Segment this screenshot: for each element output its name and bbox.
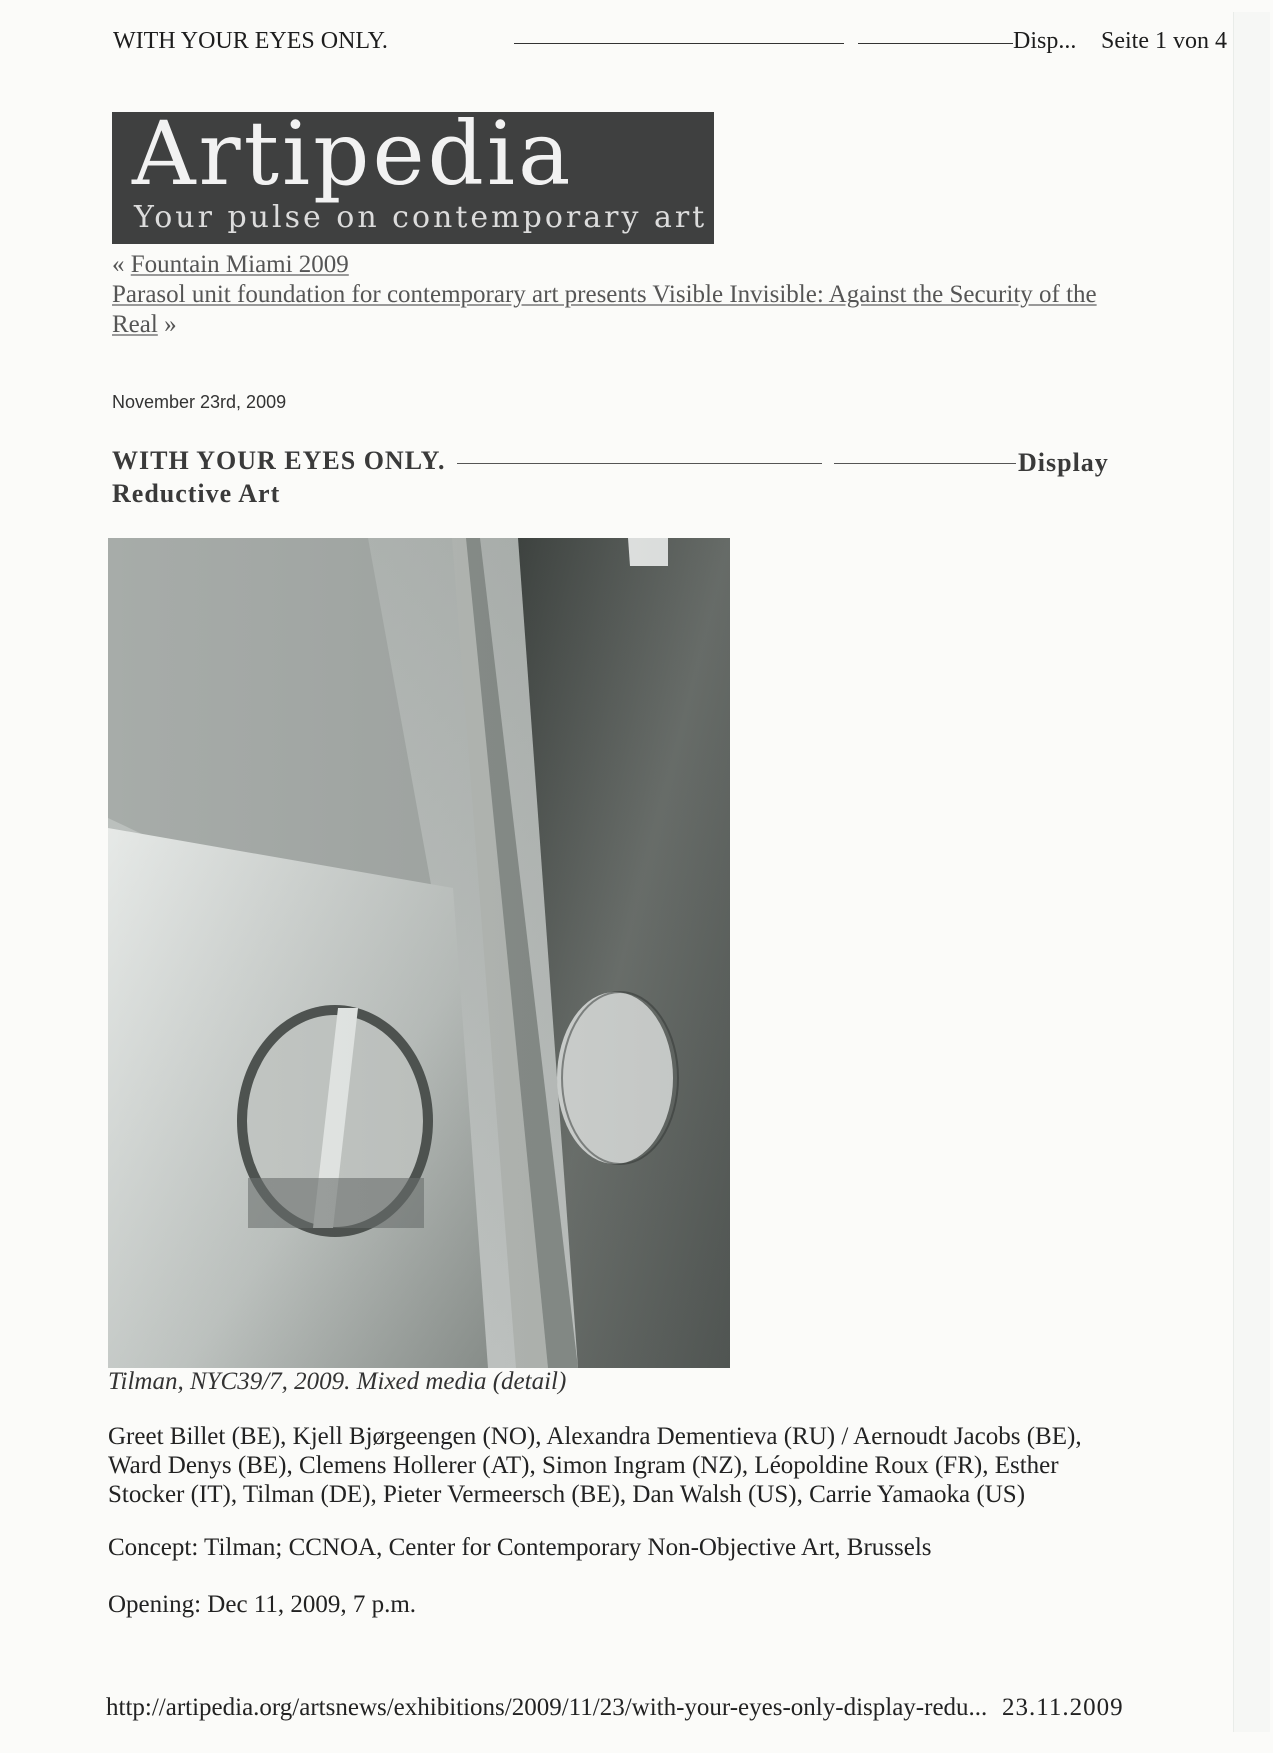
artwork-photo [108,538,730,1368]
post-title[interactable] [112,446,1122,512]
print-header-page-number: Seite 1 von 4 [1101,28,1227,54]
site-logo[interactable] [112,112,714,244]
page-edge [1233,12,1270,1732]
photo-caption: Tilman, NYC39/7, 2009. Mixed media (detail) [108,1368,567,1395]
artists-list: Greet Billet (BE), Kjell Bjørgeengen (NO), Alexandra Dementieva (RU) / Aernoudt Jacobs (BE), Ward Denys (BE), Clemens Hollerer (AT), Simon Ingram (NZ), Léopoldine Roux (FR), Esther Stocker (IT), Tilman (DE), Pieter Vermeersch (BE), Dan Walsh (US), Carrie Yamaoka (US) [108,1423,1082,1508]
post-title-dash [834,463,1016,464]
previous-post [112,250,1112,280]
print-footer-date: 23.11.2009 [1002,1694,1124,1721]
next-marker: » [164,311,177,338]
logo-tagline: Your pulse on contemporary art [134,200,708,235]
next-post-link[interactable]: Parasol unit foundation for contemporary art presents Visible Invisible: Against the Security of the Real [112,281,1097,338]
post-navigation [112,250,1112,340]
print-header-title: WITH YOUR EYES ONLY. [113,28,388,54]
print-header-dash [858,43,1013,44]
logo-wordmark: Artipedia [132,112,574,205]
concept-line: Concept: Tilman; CCNOA, Center for Contemporary Non-Objective Art, Brussels [108,1534,932,1561]
opening-line: Opening: Dec 11, 2009, 7 p.m. [108,1591,417,1618]
previous-post-link[interactable]: Fountain Miami 2009 [130,251,349,278]
post-title-dash [457,463,822,464]
previous-marker: « [112,251,125,278]
post-title-part3: Reductive Art [112,479,281,508]
print-header [113,24,1227,58]
print-header-title-end: Disp... [1013,28,1077,54]
next-post [112,280,1112,340]
post-title-part2: Display [1018,448,1109,477]
print-footer [106,1694,1126,1722]
post-title-part1: WITH YOUR EYES ONLY. [112,446,446,475]
post-date: November 23rd, 2009 [112,392,287,412]
print-footer-url: http://artipedia.org/artsnews/exhibitions/2009/11/23/with-your-eyes-only-display-redu... [106,1694,988,1721]
print-header-dash [514,43,844,44]
